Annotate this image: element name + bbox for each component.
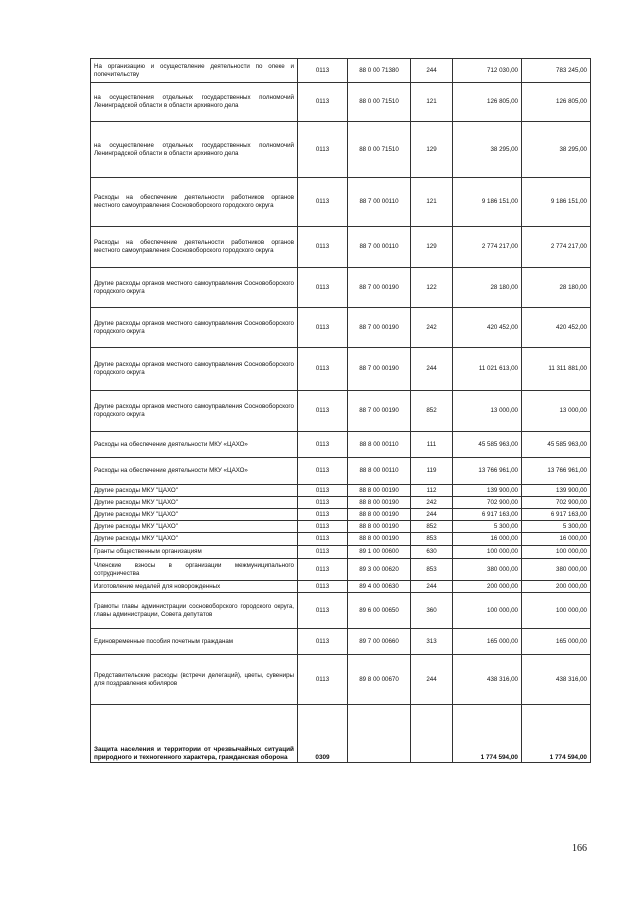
row-description: Другие расходы МКУ "ЦАХО"	[91, 533, 298, 546]
row-description: Другие расходы МКУ "ЦАХО"	[91, 521, 298, 533]
table-row	[91, 178, 591, 227]
amount-year-1: 13 000,00	[453, 391, 522, 432]
amount-year-2: 438 316,00	[522, 655, 591, 705]
target-article-code: 89 3 00 00620	[348, 559, 411, 581]
expense-type-code: 122	[411, 268, 453, 308]
budget-table-body	[91, 59, 591, 763]
amount-year-2: 13 000,00	[522, 391, 591, 432]
amount-year-1: 6 917 163,00	[453, 509, 522, 521]
section-code: 0113	[298, 521, 348, 533]
amount-year-1: 438 316,00	[453, 655, 522, 705]
table-row	[91, 497, 591, 509]
expense-type-code: 852	[411, 391, 453, 432]
target-article-code: 88 8 00 00190	[348, 509, 411, 521]
amount-year-1: 28 180,00	[453, 268, 522, 308]
amount-year-2: 200 000,00	[522, 581, 591, 593]
section-code: 0113	[298, 432, 348, 458]
amount-year-1: 165 000,00	[453, 629, 522, 655]
expense-type-code: 244	[411, 59, 453, 83]
expense-type-code: 244	[411, 655, 453, 705]
row-description: на осуществление отдельных государственных полномочий Ленинградской области в области архивного дела	[91, 122, 298, 178]
amount-year-1: 5 300,00	[453, 521, 522, 533]
table-row	[91, 59, 591, 83]
expense-type-code: 853	[411, 533, 453, 546]
table-row	[91, 533, 591, 546]
amount-year-2: 6 917 163,00	[522, 509, 591, 521]
amount-year-2: 16 000,00	[522, 533, 591, 546]
target-article-code: 89 6 00 00650	[348, 593, 411, 629]
amount-year-1: 45 585 963,00	[453, 432, 522, 458]
expense-type-code: 360	[411, 593, 453, 629]
row-description: Гранты общественным организациям	[91, 546, 298, 559]
target-article-code: 88 0 00 71380	[348, 59, 411, 83]
target-article-code: 89 1 00 00600	[348, 546, 411, 559]
row-description: Другие расходы органов местного самоуправления Сосновоборского городского округа	[91, 391, 298, 432]
budget-table	[90, 58, 591, 763]
expense-type-code: 121	[411, 178, 453, 227]
table-row	[91, 581, 591, 593]
section-code: 0113	[298, 559, 348, 581]
table-row	[91, 629, 591, 655]
expense-type-code: 244	[411, 348, 453, 391]
target-article-code: 88 7 00 00110	[348, 227, 411, 268]
target-article-code: 88 8 00 00110	[348, 432, 411, 458]
table-row	[91, 122, 591, 178]
target-article-code: 88 8 00 00190	[348, 485, 411, 497]
expense-type-code: 112	[411, 485, 453, 497]
table-row	[91, 348, 591, 391]
section-code: 0113	[298, 348, 348, 391]
expense-type-code: 853	[411, 559, 453, 581]
row-description: На организацию и осуществление деятельности по опеке и попечительству	[91, 59, 298, 83]
expense-type-code: 313	[411, 629, 453, 655]
amount-year-2: 100 000,00	[522, 593, 591, 629]
table-row	[91, 655, 591, 705]
section-code: 0309	[298, 705, 348, 763]
row-description: Другие расходы МКУ "ЦАХО"	[91, 485, 298, 497]
row-description: Другие расходы органов местного самоуправления Сосновоборского городского округа	[91, 268, 298, 308]
section-code: 0113	[298, 391, 348, 432]
section-code: 0113	[298, 533, 348, 546]
amount-year-1: 13 766 961,00	[453, 458, 522, 485]
target-article-code: 88 7 00 00190	[348, 268, 411, 308]
section-code: 0113	[298, 593, 348, 629]
expense-type-code: 242	[411, 497, 453, 509]
expense-type-code: 119	[411, 458, 453, 485]
row-description: Представительские расходы (встречи делегаций), цветы, сувениры для поздравления юбиляров	[91, 655, 298, 705]
target-article-code: 88 7 00 00190	[348, 391, 411, 432]
table-row	[91, 83, 591, 122]
table-row	[91, 432, 591, 458]
row-description: Членские взносы в организации межмуниципального сотрудничества	[91, 559, 298, 581]
row-description: Расходы на обеспечение деятельности работников органов местного самоуправления Сосновоборского городского округа	[91, 227, 298, 268]
table-row	[91, 509, 591, 521]
amount-year-1: 420 452,00	[453, 308, 522, 348]
section-code: 0113	[298, 227, 348, 268]
amount-year-2: 2 774 217,00	[522, 227, 591, 268]
table-row	[91, 705, 591, 763]
target-article-code: 88 7 00 00190	[348, 348, 411, 391]
section-code: 0113	[298, 497, 348, 509]
amount-year-1: 16 000,00	[453, 533, 522, 546]
expense-type-code: 129	[411, 122, 453, 178]
table-row	[91, 268, 591, 308]
row-description: Изготовление медалей для новорожденных	[91, 581, 298, 593]
expense-type-code: 852	[411, 521, 453, 533]
amount-year-2: 702 900,00	[522, 497, 591, 509]
section-code: 0113	[298, 308, 348, 348]
amount-year-1: 100 000,00	[453, 593, 522, 629]
table-row	[91, 227, 591, 268]
table-row	[91, 391, 591, 432]
row-description: Защита населения и территории от чрезвычайных ситуаций природного и техногенного характера, гражданская оборона	[91, 705, 298, 763]
amount-year-2: 45 585 963,00	[522, 432, 591, 458]
target-article-code: 89 8 00 00670	[348, 655, 411, 705]
expense-type-code: 111	[411, 432, 453, 458]
amount-year-1: 9 186 151,00	[453, 178, 522, 227]
section-code: 0113	[298, 546, 348, 559]
amount-year-2: 13 766 961,00	[522, 458, 591, 485]
amount-year-2: 139 900,00	[522, 485, 591, 497]
expense-type-code: 244	[411, 509, 453, 521]
amount-year-2: 28 180,00	[522, 268, 591, 308]
target-article-code: 88 7 00 00110	[348, 178, 411, 227]
amount-year-1: 11 021 613,00	[453, 348, 522, 391]
amount-year-1: 1 774 594,00	[453, 705, 522, 763]
amount-year-1: 200 000,00	[453, 581, 522, 593]
amount-year-2: 11 311 881,00	[522, 348, 591, 391]
target-article-code: 88 7 00 00190	[348, 308, 411, 348]
amount-year-2: 100 000,00	[522, 546, 591, 559]
row-description: Другие расходы МКУ "ЦАХО"	[91, 509, 298, 521]
amount-year-2: 380 000,00	[522, 559, 591, 581]
section-code: 0113	[298, 655, 348, 705]
target-article-code: 88 0 00 71510	[348, 122, 411, 178]
amount-year-2: 420 452,00	[522, 308, 591, 348]
target-article-code: 88 8 00 00190	[348, 533, 411, 546]
amount-year-1: 2 774 217,00	[453, 227, 522, 268]
amount-year-1: 712 030,00	[453, 59, 522, 83]
amount-year-1: 139 900,00	[453, 485, 522, 497]
section-code: 0113	[298, 59, 348, 83]
section-code: 0113	[298, 629, 348, 655]
row-description: Расходы на обеспечение деятельности работников органов местного самоуправления Сосновоборского городского округа	[91, 178, 298, 227]
table-row	[91, 308, 591, 348]
amount-year-2: 9 186 151,00	[522, 178, 591, 227]
expense-type-code: 242	[411, 308, 453, 348]
row-description: Грамоты главы администрации сосновоборского городского округа, главы администрации, Совета депутатов	[91, 593, 298, 629]
expense-type-code: 244	[411, 581, 453, 593]
amount-year-2: 165 000,00	[522, 629, 591, 655]
expense-type-code	[411, 705, 453, 763]
table-row	[91, 521, 591, 533]
table-row	[91, 485, 591, 497]
amount-year-2: 38 295,00	[522, 122, 591, 178]
row-description: Другие расходы органов местного самоуправления Сосновоборского городского округа	[91, 308, 298, 348]
table-row	[91, 593, 591, 629]
table-row	[91, 458, 591, 485]
target-article-code: 88 8 00 00190	[348, 497, 411, 509]
amount-year-2: 783 245,00	[522, 59, 591, 83]
section-code: 0113	[298, 122, 348, 178]
expense-type-code: 129	[411, 227, 453, 268]
table-row	[91, 546, 591, 559]
table-row	[91, 559, 591, 581]
amount-year-2: 126 805,00	[522, 83, 591, 122]
amount-year-1: 38 295,00	[453, 122, 522, 178]
row-description: Единовременные пособия почетным гражданам	[91, 629, 298, 655]
row-description: Расходы на обеспечение деятельности МКУ «ЦАХО»	[91, 458, 298, 485]
section-code: 0113	[298, 268, 348, 308]
row-description: Другие расходы МКУ "ЦАХО"	[91, 497, 298, 509]
target-article-code: 88 8 00 00110	[348, 458, 411, 485]
section-code: 0113	[298, 178, 348, 227]
section-code: 0113	[298, 458, 348, 485]
expense-type-code: 121	[411, 83, 453, 122]
target-article-code: 88 0 00 71510	[348, 83, 411, 122]
amount-year-1: 702 900,00	[453, 497, 522, 509]
expense-type-code: 630	[411, 546, 453, 559]
section-code: 0113	[298, 581, 348, 593]
row-description: на осуществления отдельных государственных полномочий Ленинградской области в области архивного дела	[91, 83, 298, 122]
section-code: 0113	[298, 83, 348, 122]
amount-year-2: 1 774 594,00	[522, 705, 591, 763]
row-description: Другие расходы органов местного самоуправления Сосновоборского городского округа	[91, 348, 298, 391]
target-article-code: 88 8 00 00190	[348, 521, 411, 533]
target-article-code	[348, 705, 411, 763]
amount-year-1: 100 000,00	[453, 546, 522, 559]
target-article-code: 89 4 00 00630	[348, 581, 411, 593]
section-code: 0113	[298, 509, 348, 521]
section-code: 0113	[298, 485, 348, 497]
target-article-code: 89 7 00 00660	[348, 629, 411, 655]
page-number: 166	[572, 843, 587, 854]
amount-year-1: 380 000,00	[453, 559, 522, 581]
row-description: Расходы на обеспечение деятельности МКУ «ЦАХО»	[91, 432, 298, 458]
amount-year-1: 126 805,00	[453, 83, 522, 122]
amount-year-2: 5 300,00	[522, 521, 591, 533]
